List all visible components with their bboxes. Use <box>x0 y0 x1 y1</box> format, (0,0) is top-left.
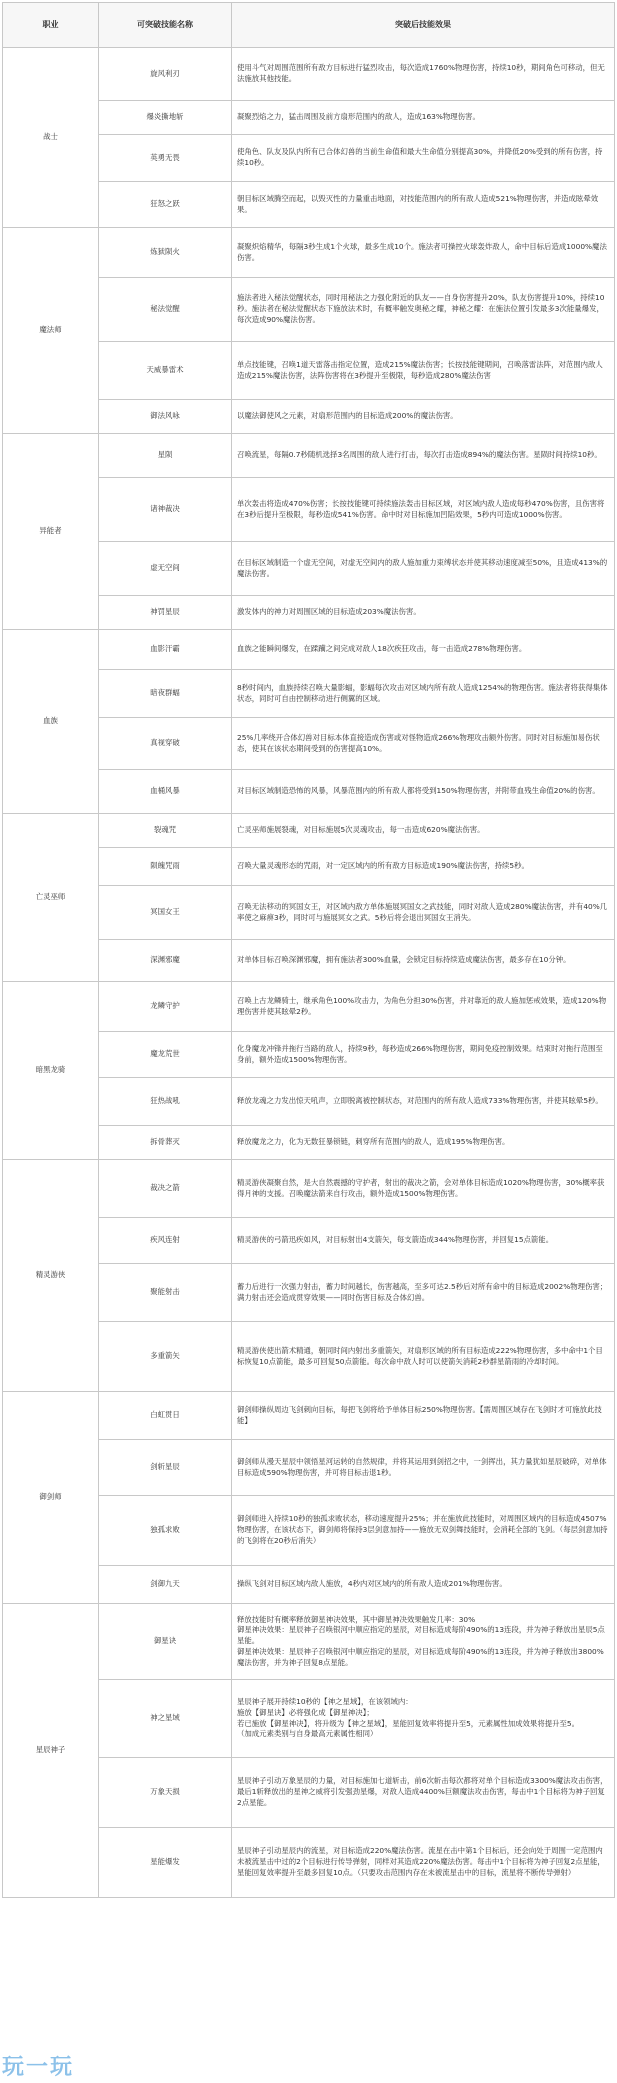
skill-name-cell: 血桶风暴 <box>99 770 232 814</box>
skill-effect-cell: 单点技能键，召唤1道天雷落击指定位置，造成215%魔法伤害；长按技能键期间，召唤落雷法阵，对范围内敌人造成215%魔法伤害，法阵伤害将在3秒提升至极限，每秒造成280%魔法伤害 <box>232 342 615 400</box>
job-cell: 亡灵巫师 <box>3 814 99 982</box>
skill-name-cell: 英勇无畏 <box>99 135 232 182</box>
skill-name-cell: 暗夜群蝠 <box>99 670 232 718</box>
skill-effect-cell: 星辰神子引动万象星辰的力量，对目标施加七道斩击，前6次斩击每次都将对单个目标造成3300%魔法攻击伤害，最后1斩释放出的星神之威将引发强劲星爆，对敌人造成4400%巨额魔法攻击伤害，每击中1个目标将为神子回复2点星能。 <box>232 1758 615 1828</box>
skill-name-cell: 星陨 <box>99 434 232 478</box>
skill-name-cell: 剑御九天 <box>99 1566 232 1604</box>
skill-name-cell: 疾风连射 <box>99 1218 232 1264</box>
skill-name-cell: 真视穿破 <box>99 718 232 770</box>
skill-name-cell: 白虹贯日 <box>99 1392 232 1440</box>
skill-effect-cell: 凝聚烈焰之力，猛击周围及前方扇形范围内的敌人，造成163%物理伤害。 <box>232 101 615 135</box>
skill-effect-cell: 在目标区域制造一个虚无空间，对虚无空间内的敌人施加重力束缚状态并使其移动速度减至50%，且造成413%的魔法伤害。 <box>232 542 615 596</box>
skill-effect-cell: 星辰神子引动星辰内的流星，对目标造成220%魔法伤害。流星在击中第1个目标后，还会向处于周围一定范围内未被流星击中过的2个目标进行传导弹射，同样对其造成220%魔法伤害。每击中1个目标将为神子回复2点星能，星能回复效率提升至最多回复10点。（只要攻击范围内存在未被流星击中的目标，流星将不断传导弹射） <box>232 1828 615 1898</box>
skill-effect-cell: 以魔法御使风之元素，对扇形范围内的目标造成200%的魔法伤害。 <box>232 400 615 434</box>
skill-name-cell: 炼狱陨火 <box>99 228 232 278</box>
skill-effect-cell: 朝目标区域腾空而起，以毁灭性的力量重击地面，对技能范围内的所有敌人造成521%物理伤害，并造成眩晕效果。 <box>232 182 615 228</box>
skill-effect-cell: 操纵飞剑对目标区域内敌人施放，4秒内对区域内的所有敌人造成201%物理伤害。 <box>232 1566 615 1604</box>
skill-name-cell: 裁决之箭 <box>99 1160 232 1218</box>
skill-name-cell: 诸神裁决 <box>99 478 232 542</box>
table-body <box>3 48 615 1898</box>
skill-effect-cell: 精灵游侠凝聚自然，是大自然震撼的守护者，射出的裁决之箭，会对单体目标造成1020%物理伤害，30%概率获得月神的支援。召唤魔法箭来自行攻击，额外造成1500%物理伤害。 <box>232 1160 615 1218</box>
table-row <box>3 630 615 670</box>
skill-name-cell: 爆炎撕地斩 <box>99 101 232 135</box>
table-row <box>3 1160 615 1218</box>
table-row <box>3 1392 615 1440</box>
job-cell: 异能者 <box>3 434 99 630</box>
job-cell: 星辰神子 <box>3 1604 99 1898</box>
skill-effect-cell: 御剑师操纵周边飞剑刺向目标，每把飞剑将给予单体目标250%物理伤害。【需周围区域存在飞剑时才可施放此技能】 <box>232 1392 615 1440</box>
skill-effect-cell: 召唤流星，每隔0.7秒随机选择3名周围的敌人进行打击，每次打击造成894%的魔法伤害。星陨时间持续10秒。 <box>232 434 615 478</box>
skill-effect-cell: 对单体目标召唤深渊邪魔，拥有施法者300%血量，会锁定目标持续造成魔法伤害，最多存在10分钟。 <box>232 940 615 982</box>
skill-name-cell: 裂魂咒 <box>99 814 232 848</box>
skill-name-cell: 狂怒之跃 <box>99 182 232 228</box>
header-effect: 突破后技能效果 <box>232 3 615 48</box>
table-row <box>3 814 615 848</box>
skill-effect-cell: 使角色、队友及队内所有已合体幻兽的当前生命值和最大生命值分别提高30%，并降低20%受到的所有伤害，持续10秒。 <box>232 135 615 182</box>
skill-name-cell: 独孤求败 <box>99 1496 232 1566</box>
table-row <box>3 434 615 478</box>
skill-effect-cell: 召唤大量灵魂形态的咒雨，对一定区域内的所有敌方目标造成190%魔法伤害，持续5秒。 <box>232 848 615 886</box>
skill-name-cell: 天威暴雷术 <box>99 342 232 400</box>
skill-effect-cell: 释放龙魂之力发出惊天吼声，立即脱离被控制状态，对范围内的所有敌人造成733%物理伤害，并使其眩晕5秒。 <box>232 1078 615 1126</box>
skill-name-cell: 深渊邪魔 <box>99 940 232 982</box>
skill-effect-cell: 激发体内的神力对周围区域的目标造成203%魔法伤害。 <box>232 596 615 630</box>
skill-name-cell: 血影汗霸 <box>99 630 232 670</box>
skill-effect-cell: 单次轰击将造成470%伤害；长按技能键可持续施法轰击目标区域，对区域内敌人造成每秒470%伤害，且伤害将在3秒后提升至极限，每秒造成541%伤害。命中时对目标施加凹陷效果，5秒内可造成1000%伤害。 <box>232 478 615 542</box>
skill-effect-cell: 释放技能时有概率释放御星神决效果，其中御星神决效果触发几率：30% 御星神决效果：星辰神子召唤银河中顺应指定的星辰，对目标造成每阶490%的13连段，并为神子释放出星辰5点星能。 御星神决效果：星辰神子召唤银河中顺应指定的星辰，对目标造成每阶490%的13连段，并为神子释放出3800%魔法伤害，并为神子回复8点星能。 <box>232 1604 615 1680</box>
skill-effect-cell: 御剑师进入持续10秒的独孤求败状态，移动速度提升25%；并在施放此技能时，对周围区域内的目标造成4507%物理伤害，在该状态下，御剑师将保持3层剑意加持——施放无双剑舞技能时，会消耗全部的飞剑。（每层剑意加持的飞剑将在20秒后消失） <box>232 1496 615 1566</box>
skill-effect-cell: 精灵游侠使出箭术精通，朝同时间内射出多重箭矢，对扇形区域的所有目标造成222%物理伤害，多中命中1个目标恢复10点箭能，最多可回复50点箭能。每次命中敌人时可以使箭矢消耗2秒群星箭雨的冷却时间。 <box>232 1322 615 1392</box>
table-row <box>3 48 615 101</box>
skill-effect-cell: 化身魔龙冲锋并拖行当路的敌人，持续9秒，每秒造成266%物理伤害，期间免疫控制效果。结束时对拖行范围至身前，额外造成1500%物理伤害。 <box>232 1032 615 1078</box>
skill-name-cell: 万象天损 <box>99 1758 232 1828</box>
skill-effect-cell: 25%几率绕开合体幻兽对目标本体直接造成伤害或对怪物造成266%物理攻击额外伤害。同时对目标施加易伤状态，使其在该状态期间受到的伤害提高10%。 <box>232 718 615 770</box>
skill-effect-cell: 蓄力后进行一次强力射击，蓄力时间越长，伤害越高，至多可达2.5秒后对所有命中的目标造成2002%物理伤害；满力射击还会造成贯穿效果——同时伤害目标及合体幻兽。 <box>232 1264 615 1322</box>
table-header-row <box>3 3 615 48</box>
header-job: 职业 <box>3 3 99 48</box>
skill-name-cell: 剑斩星辰 <box>99 1440 232 1496</box>
job-cell: 战士 <box>3 48 99 228</box>
skill-name-cell: 虚无空间 <box>99 542 232 596</box>
skill-name-cell: 拆骨葬灭 <box>99 1126 232 1160</box>
skill-effect-cell: 召唤无法移动的冥国女王，对区域内敌方单体施展冥国女之武技能，同时对敌人造成280%魔法伤害，并有40%几率使之麻痹3秒，同时可与施展冥女之武。5秒后将会退出冥国女王消失。 <box>232 886 615 940</box>
skill-effect-cell: 星辰神子展开持续10秒的【神之星域】，在该领域内： 施放【御星诀】必将强化成【御星神决】； 若已施放【御星神决】，将升级为【神之星域】，星能回复效率将提升至5，元素属性加成效果将提升至5。 （加成元素类别与自身最高元素属性相同） <box>232 1680 615 1758</box>
skill-breakthrough-table <box>2 2 615 1898</box>
skill-name-cell: 龙鳞守护 <box>99 982 232 1032</box>
skill-name-cell: 御星诀 <box>99 1604 232 1680</box>
skill-effect-cell: 8秒时间内，血族持续召唤大量影蝠，影蝠每次攻击对区域内所有敌人造成1254%的物理伤害。施法者将获得集体状态，同时可自由控制移动进行侧翼的区域。 <box>232 670 615 718</box>
job-cell: 暗黑龙骑 <box>3 982 99 1160</box>
skill-effect-cell: 精灵游侠的弓箭迅疾如风，对目标射出4支箭矢，每支箭造成344%物理伤害，并回复15点箭能。 <box>232 1218 615 1264</box>
job-cell: 血族 <box>3 630 99 814</box>
skill-name-cell: 狂热战吼 <box>99 1078 232 1126</box>
job-cell: 魔法师 <box>3 228 99 434</box>
skill-effect-cell: 血族之能瞬间爆发，在蹂躏之间完成对敌人18次疾狂攻击，每一击造成278%物理伤害。 <box>232 630 615 670</box>
skill-effect-cell: 御剑师从漫天星辰中领悟星河运转的自然规律，并将其运用到剑招之中，一剑挥出，其力量犹如星辰破碎，对单体目标造成590%物理伤害，并可将目标击退1秒。 <box>232 1440 615 1496</box>
skill-name-cell: 秘法觉醒 <box>99 278 232 342</box>
table-row <box>3 982 615 1032</box>
skill-effect-cell: 召唤上古龙鳞骑士，继承角色100%攻击力，为角色分担30%伤害，并对靠近的敌人施加惩戒效果，造成120%物理伤害并使其眩晕2秒。 <box>232 982 615 1032</box>
skill-effect-cell: 亡灵巫师施展裂魂，对目标施展5次灵魂攻击，每一击造成620%魔法伤害。 <box>232 814 615 848</box>
skill-effect-cell: 施法者进入秘法觉醒状态，同时用秘法之力强化附近的队友——自身伤害提升20%，队友伤害提升10%，持续10秒。施法者在秘法觉醒状态下施放法术时，有概率触发奥秘之耀，神秘之耀：在施法位置引发最多3次能量爆发，每次造成90%魔法伤害。 <box>232 278 615 342</box>
skill-effect-cell: 对目标区域制造恐怖的风暴，风暴范围内的所有敌人都将受到150%物理伤害，并附带血残生命值20%的伤害。 <box>232 770 615 814</box>
skill-name-cell: 冥国女王 <box>99 886 232 940</box>
job-cell: 御剑师 <box>3 1392 99 1604</box>
skill-name-cell: 魔龙荒世 <box>99 1032 232 1078</box>
skill-name-cell: 神之星域 <box>99 1680 232 1758</box>
skill-name-cell: 聚能射击 <box>99 1264 232 1322</box>
job-cell: 精灵游侠 <box>3 1160 99 1392</box>
skill-effect-cell: 使用斗气对周围范围所有敌方目标进行猛烈攻击，每次造成1760%物理伤害，持续10秒，期间角色可移动，但无法施放其他技能。 <box>232 48 615 101</box>
skill-name-cell: 多重箭矢 <box>99 1322 232 1392</box>
table-row <box>3 1604 615 1680</box>
header-skill: 可突破技能名称 <box>99 3 232 48</box>
table-row <box>3 228 615 278</box>
skill-effect-cell: 释放魔龙之力，化为无数狂暴锁链，刺穿所有范围内的敌人，造成195%物理伤害。 <box>232 1126 615 1160</box>
skill-name-cell: 星能爆发 <box>99 1828 232 1898</box>
site-watermark: 玩一玩 <box>2 2055 75 2080</box>
skill-name-cell: 神罚星辰 <box>99 596 232 630</box>
skill-name-cell: 旋风利刃 <box>99 48 232 101</box>
skill-effect-cell: 凝聚炽焰精华，每隔3秒生成1个火球，最多生成10个。施法者可操控火球轰炸敌人，命中目标后造成1000%魔法伤害。 <box>232 228 615 278</box>
skill-name-cell: 陨魄咒雨 <box>99 848 232 886</box>
skill-name-cell: 御法风咏 <box>99 400 232 434</box>
